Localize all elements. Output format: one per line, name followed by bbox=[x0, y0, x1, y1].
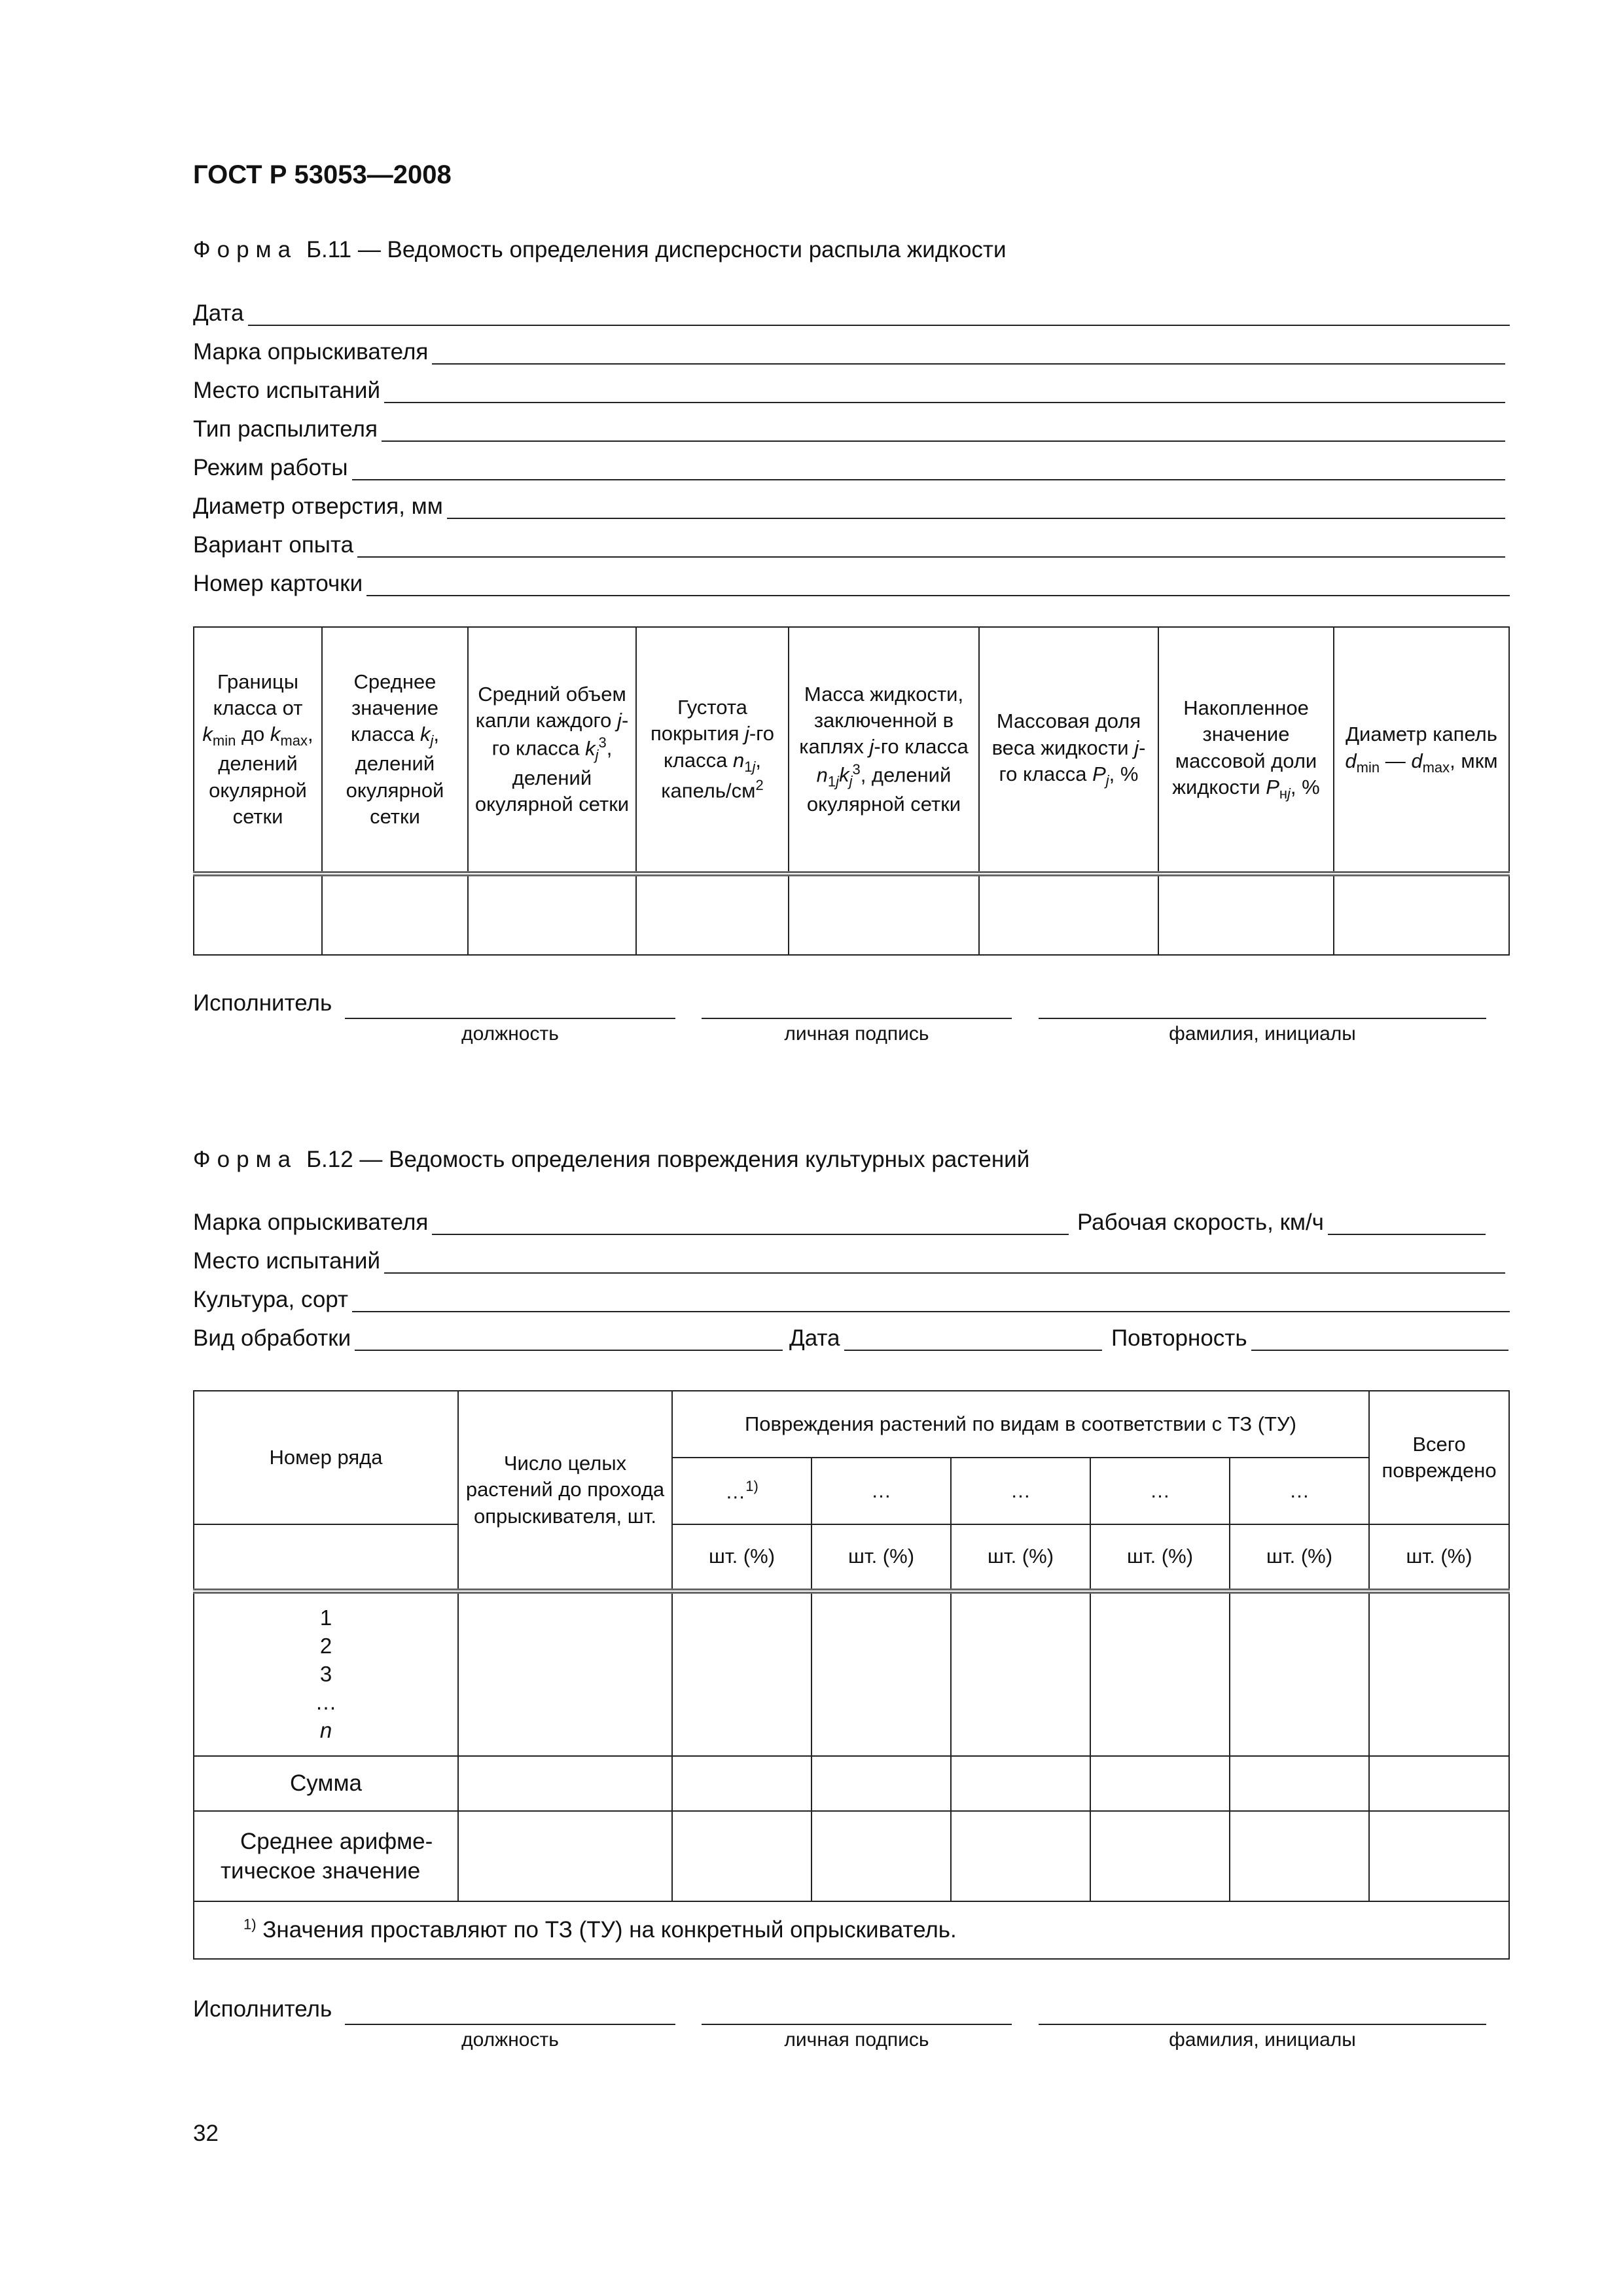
b12-cell[interactable] bbox=[1090, 1756, 1230, 1811]
b12-damage-type-2: … bbox=[812, 1458, 951, 1524]
form-b11-data-row bbox=[194, 874, 1509, 955]
field-test-place[interactable] bbox=[193, 374, 1505, 403]
b12-row-2: 2 bbox=[319, 1634, 332, 1659]
b12-damage-type-4: … bbox=[1090, 1458, 1230, 1524]
b12-row-n: n bbox=[319, 1717, 332, 1742]
b12-cell[interactable] bbox=[458, 1756, 672, 1811]
b11-col-drop-volume: Средний объем капли каждого j-го класса $k_j^3$, делений окулярной сетки bbox=[468, 627, 636, 874]
field-hole-diameter-line[interactable] bbox=[447, 494, 1505, 519]
b12-rows-block bbox=[194, 1591, 1509, 1756]
field-b12-culture-line[interactable] bbox=[352, 1287, 1510, 1312]
b12-unit: шт. (%) bbox=[1090, 1524, 1230, 1591]
field-sprayer-brand-line[interactable] bbox=[432, 340, 1505, 365]
field-variant-line[interactable] bbox=[357, 533, 1505, 558]
field-card-number-label: Номер карточки bbox=[193, 571, 363, 596]
field-b12-treatment-line[interactable] bbox=[355, 1326, 783, 1351]
field-b12-brand[interactable] bbox=[193, 1206, 1069, 1235]
field-nozzle-type[interactable] bbox=[193, 413, 1505, 442]
b12-damage-type-5: … bbox=[1230, 1458, 1369, 1524]
b11-cell[interactable] bbox=[1158, 874, 1334, 955]
b11-cell[interactable] bbox=[636, 874, 789, 955]
b12-header-row-1 bbox=[194, 1391, 1509, 1458]
b11-col-liquid-mass: Масса жидкости, заключенной в каплях j-го класса $n_{1j}k_j^3$, делений окулярной сетки bbox=[789, 627, 979, 874]
b12-mean-label-line1: Среднее арифме- bbox=[240, 1828, 433, 1854]
b12-cell[interactable] bbox=[1369, 1811, 1509, 1901]
form-b12-title-text: Б.12 — Ведомость определения повреждения культурных растений bbox=[306, 1147, 1030, 1172]
signature-name-line-1[interactable] bbox=[1039, 1016, 1486, 1019]
field-sprayer-brand-label: Марка опрыскивателя bbox=[193, 339, 429, 365]
b12-cell[interactable] bbox=[672, 1756, 812, 1811]
form-b12-title bbox=[193, 1147, 1029, 1173]
caption-position-1: должность bbox=[461, 1023, 559, 1045]
b12-cell[interactable] bbox=[812, 1811, 951, 1901]
field-b12-repeat-label: Повторность bbox=[1111, 1325, 1247, 1351]
b12-cell[interactable] bbox=[1090, 1591, 1230, 1756]
b12-cell[interactable] bbox=[951, 1756, 1090, 1811]
b12-footnote-text: Значения проставляют по ТЗ (ТУ) на конкретный опрыскиватель. bbox=[262, 1917, 957, 1943]
field-b12-repeat-line[interactable] bbox=[1251, 1326, 1508, 1351]
field-b12-place-line[interactable] bbox=[384, 1249, 1505, 1274]
b11-col-coverage: Густота покрытия j-го класса $n_{1j}$, капель/$см^2$ bbox=[636, 627, 789, 874]
signature-position-line-2[interactable] bbox=[345, 2022, 675, 2025]
field-b12-culture-label: Культура, сорт bbox=[193, 1287, 349, 1312]
form-b11-title-text: Б.11 — Ведомость определения дисперсности распыла жидкости bbox=[306, 237, 1007, 262]
b12-row-ellipsis: … bbox=[315, 1689, 337, 1714]
field-b12-speed[interactable] bbox=[1077, 1206, 1486, 1235]
field-variant-label: Вариант опыта bbox=[193, 532, 354, 558]
field-mode-line[interactable] bbox=[352, 456, 1506, 480]
field-b12-place-label: Место испытаний bbox=[193, 1248, 381, 1274]
signature-name-line-2[interactable] bbox=[1039, 2022, 1486, 2025]
b12-cell[interactable] bbox=[458, 1591, 672, 1756]
form-b11-table bbox=[193, 626, 1510, 956]
field-b12-place[interactable] bbox=[193, 1245, 1505, 1274]
field-test-place-line[interactable] bbox=[384, 378, 1505, 403]
b12-cell[interactable] bbox=[672, 1591, 812, 1756]
b12-unit: шт. (%) bbox=[672, 1524, 812, 1591]
executor-label-1: Исполнитель bbox=[193, 990, 332, 1016]
b11-cell[interactable] bbox=[194, 874, 322, 955]
field-nozzle-type-label: Тип распылителя bbox=[193, 416, 378, 442]
b12-cell[interactable] bbox=[812, 1591, 951, 1756]
b11-cell[interactable] bbox=[979, 874, 1158, 955]
field-b12-culture[interactable] bbox=[193, 1283, 1510, 1312]
b12-mean-row bbox=[194, 1811, 1509, 1901]
b12-cell[interactable] bbox=[1090, 1811, 1230, 1901]
b12-cell[interactable] bbox=[1230, 1591, 1369, 1756]
caption-name-2: фамилия, инициалы bbox=[1169, 2029, 1356, 2051]
form-b11-header-row bbox=[194, 627, 1509, 874]
b12-footnote-mark: 1) bbox=[745, 1477, 758, 1494]
b11-cell[interactable] bbox=[1334, 874, 1509, 955]
b12-footnote-mark-2: 1) bbox=[243, 1916, 257, 1933]
b12-cell[interactable] bbox=[951, 1811, 1090, 1901]
field-b12-date-line[interactable] bbox=[844, 1326, 1102, 1351]
field-test-place-label: Место испытаний bbox=[193, 378, 381, 403]
field-date-label: Дата bbox=[193, 300, 244, 326]
caption-signature-2: личная подпись bbox=[784, 2029, 929, 2051]
caption-name-1: фамилия, инициалы bbox=[1169, 1023, 1356, 1045]
b12-row-number-continued bbox=[194, 1524, 458, 1591]
form-b11-prefix: Форма bbox=[193, 237, 298, 262]
field-b12-brand-line[interactable] bbox=[432, 1210, 1069, 1235]
b12-mean-label-line2: тическое значение bbox=[221, 1858, 421, 1884]
b12-col-damage-group: Повреждения растений по видам в соответствии с ТЗ (ТУ) bbox=[672, 1391, 1369, 1458]
b12-sum-row bbox=[194, 1756, 1509, 1811]
b12-cell[interactable] bbox=[1230, 1756, 1369, 1811]
signature-sign-line-1[interactable] bbox=[702, 1016, 1012, 1019]
caption-position-2: должность bbox=[461, 2029, 559, 2051]
field-mode-label: Режим работы bbox=[193, 455, 348, 480]
field-nozzle-type-line[interactable] bbox=[382, 417, 1505, 442]
form-b12-prefix: Форма bbox=[193, 1147, 298, 1172]
field-b12-repeat[interactable] bbox=[1111, 1322, 1508, 1351]
field-mode[interactable] bbox=[193, 452, 1505, 480]
field-b12-treatment[interactable] bbox=[193, 1322, 783, 1351]
b12-cell[interactable] bbox=[1369, 1756, 1509, 1811]
b11-col-class-mean: Среднее значение класса $k_j$, делений окулярной сетки bbox=[322, 627, 468, 874]
field-sprayer-brand[interactable] bbox=[193, 336, 1505, 365]
b12-cell[interactable] bbox=[1369, 1591, 1509, 1756]
field-b12-speed-label: Рабочая скорость, км/ч bbox=[1077, 1210, 1324, 1235]
field-date-line[interactable] bbox=[248, 301, 1510, 326]
b12-header-row-3 bbox=[194, 1524, 1509, 1591]
b11-cell[interactable] bbox=[468, 874, 636, 955]
b12-col-row-number: Номер ряда bbox=[194, 1391, 458, 1524]
b12-cell[interactable] bbox=[1230, 1811, 1369, 1901]
executor-label-2: Исполнитель bbox=[193, 1996, 332, 2022]
b12-cell[interactable] bbox=[951, 1591, 1090, 1756]
b11-col-class-bounds: Границы класса от $k_{min}$ до $k_{max}$, делений окулярной сетки bbox=[194, 627, 322, 874]
caption-signature-1: личная подпись bbox=[784, 1023, 929, 1045]
field-b12-date-label: Дата bbox=[789, 1325, 840, 1351]
b12-row-1: 1 bbox=[319, 1605, 332, 1630]
field-b12-date[interactable] bbox=[789, 1322, 1102, 1351]
field-hole-diameter[interactable] bbox=[193, 490, 1505, 519]
field-card-number[interactable] bbox=[193, 567, 1510, 596]
b12-unit: шт. (%) bbox=[951, 1524, 1090, 1591]
field-b12-treatment-label: Вид обработки bbox=[193, 1325, 351, 1351]
b12-footnote bbox=[194, 1901, 1509, 1959]
b12-row-numbers bbox=[194, 1591, 458, 1756]
b12-col-total-damaged: Всего повреждено bbox=[1369, 1391, 1509, 1524]
b12-cell[interactable] bbox=[458, 1811, 672, 1901]
page-number: 32 bbox=[193, 2121, 219, 2146]
form-b11-title bbox=[193, 237, 1007, 263]
b12-mean-label bbox=[194, 1811, 458, 1901]
b11-cell[interactable] bbox=[322, 874, 468, 955]
b11-col-mass-fraction: Массовая доля веса жидкости j-го класса $P_j$, % bbox=[979, 627, 1158, 874]
b12-footnote-row bbox=[194, 1901, 1509, 1959]
b12-damage-type-3: … bbox=[951, 1458, 1090, 1524]
form-b12-table bbox=[193, 1390, 1510, 1960]
signature-position-line-1[interactable] bbox=[345, 1016, 675, 1019]
b11-col-cumulative: Накопленное значение массовой доли жидкости $P_{нj}$, % bbox=[1158, 627, 1334, 874]
b11-col-drop-diameter: Диаметр капель $d_{min}$ — $d_{max}$, мкм bbox=[1334, 627, 1509, 874]
field-variant[interactable] bbox=[193, 529, 1505, 558]
b12-col-plants-count: Число целых растений до прохода опрыскивателя, шт. bbox=[458, 1391, 672, 1591]
b12-row-3: 3 bbox=[319, 1662, 332, 1687]
b12-unit: шт. (%) bbox=[1230, 1524, 1369, 1591]
b12-sum-label: Сумма bbox=[194, 1756, 458, 1811]
field-hole-diameter-label: Диаметр отверстия, мм bbox=[193, 493, 443, 519]
field-card-number-line[interactable] bbox=[366, 571, 1510, 596]
field-date[interactable] bbox=[193, 297, 1510, 326]
document-header: ГОСТ Р 53053—2008 bbox=[193, 160, 452, 189]
field-b12-speed-line[interactable] bbox=[1328, 1210, 1486, 1235]
b12-cell[interactable] bbox=[672, 1811, 812, 1901]
field-b12-brand-label: Марка опрыскивателя bbox=[193, 1210, 429, 1235]
b12-cell[interactable] bbox=[812, 1756, 951, 1811]
b12-unit: шт. (%) bbox=[812, 1524, 951, 1591]
b11-cell[interactable] bbox=[789, 874, 979, 955]
b12-ellipsis-1: … bbox=[725, 1480, 746, 1503]
b12-damage-type-1 bbox=[672, 1458, 812, 1524]
signature-sign-line-2[interactable] bbox=[702, 2022, 1012, 2025]
b12-unit: шт. (%) bbox=[1369, 1524, 1509, 1591]
